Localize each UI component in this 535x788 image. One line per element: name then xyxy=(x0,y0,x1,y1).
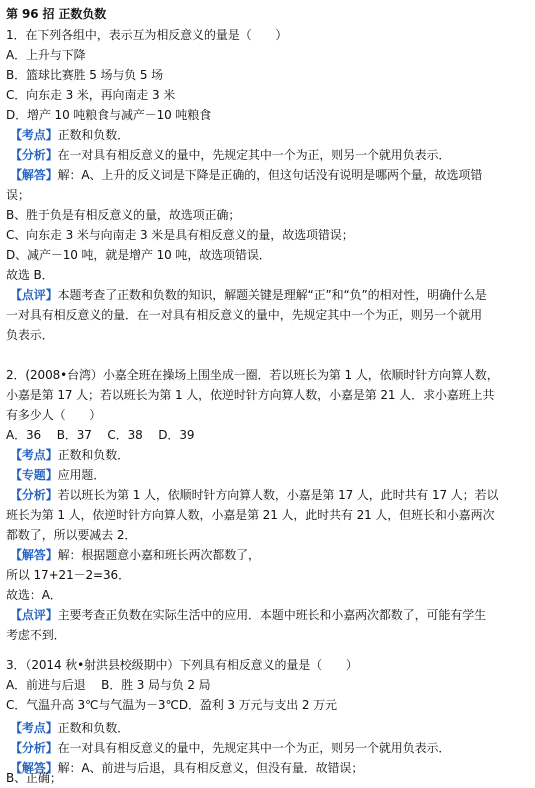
q1-dianping xyxy=(10,285,532,305)
q1-option-c: C．向东走 3 米，再向南走 3 米 xyxy=(6,88,176,102)
q2-answer: 故选：A． xyxy=(6,588,62,602)
fenxi-tag: 【分析】 xyxy=(10,741,58,755)
q3-fenxi xyxy=(10,738,532,758)
q2-dianping xyxy=(10,605,532,625)
q1-option-b: B．篮球比赛胜 5 场与负 5 场 xyxy=(6,68,164,82)
q2-fenxi-line: 都数了，所以要减去 2． xyxy=(6,528,137,542)
fenxi-tag: 【分析】 xyxy=(10,148,58,162)
q2-options: A．36 B．37 C．38 D．39 xyxy=(6,428,195,442)
q1-option-d: D．增产 10 吨粮食与减产－10 吨粮食 xyxy=(6,108,212,122)
q1-fenxi-text: 在一对具有相反意义的量中，先规定其中一个为正，则另一个就用负表示． xyxy=(57,148,451,162)
q2-kaodian xyxy=(10,445,532,465)
q1-kaodian xyxy=(10,125,532,145)
q2-fenxi xyxy=(10,485,532,505)
q2-kaodian-text: 正数和负数． xyxy=(57,448,130,462)
q3-fenxi-text: 在一对具有相反意义的量中，先规定其中一个为正，则另一个就用负表示． xyxy=(57,741,451,755)
q2-fenxi-line: 班长为第 1 人，依逆时针方向算人数，小嘉是第 21 人，此时共有 21 人，但班长和小嘉两次 xyxy=(6,508,495,522)
jieda-tag: 【解答】 xyxy=(10,548,58,562)
q1-dianping-line: 负表示． xyxy=(6,328,54,342)
q2-stem-line: 小嘉是第 17 人；若以班长为第 1 人，依逆时针方向算人数，小嘉是第 21 人．求小嘉班上共 xyxy=(6,388,495,402)
q1-fenxi xyxy=(10,145,532,165)
q1-stem: 1．在下列各组中，表示互为相反意义的量是（ ） xyxy=(6,28,288,42)
q1-jieda-line: D、减产－10 吨，就是增产 10 吨，故选项错误． xyxy=(6,248,271,262)
q2-zhuanti xyxy=(10,465,532,485)
q1-dianping-text: 本题考查了正数和负数的知识，解题关键是理解“正”和“负”的相对性，明确什么是 xyxy=(57,288,487,302)
q2-zhuanti-text: 应用题． xyxy=(57,468,106,482)
section-title: 第 96 招 正数负数 xyxy=(6,7,107,21)
jieda-tag: 【解答】 xyxy=(10,168,58,182)
jieda-tag: 【解答】 xyxy=(10,761,58,775)
kaodian-tag: 【考点】 xyxy=(10,128,58,142)
q3-options-cd: C．气温升高 3℃与气温为－3℃D．盈利 3 万元与支出 2 万元 xyxy=(6,698,337,712)
q1-jieda-line: 误； xyxy=(6,188,30,202)
q1-kaodian-text: 正数和负数． xyxy=(57,128,130,142)
zhuanti-tag: 【专题】 xyxy=(10,468,58,482)
kaodian-tag: 【考点】 xyxy=(10,721,58,735)
q2-stem-line: 2．(2008•台湾）小嘉全班在操场上围坐成一圈．若以班长为第 1 人，依顺时针方向算人数， xyxy=(6,368,499,382)
q3-jieda-line: B、正确； xyxy=(6,771,62,785)
q3-stem: 3．（2014 秋•射洪县校级期中）下列具有相反意义的量是（ ） xyxy=(6,658,358,672)
q2-dianping-line: 考虑不到． xyxy=(6,628,66,642)
q3-kaodian-text: 正数和负数． xyxy=(57,721,130,735)
q1-jieda-line: B、胜于负是有相反意义的量，故选项正确； xyxy=(6,208,241,222)
q1-answer: 故选 B． xyxy=(6,268,54,282)
q1-option-a: A．上升与下降 xyxy=(6,48,86,62)
q3-kaodian xyxy=(10,718,532,738)
q1-jieda xyxy=(10,165,532,185)
q1-jieda-line: C、向东走 3 米与向南走 3 米是具有相反意义的量，故选项错误； xyxy=(6,228,354,242)
q3-jieda-text: 解：A、前进与后退，具有相反意义，但没有量．故错误； xyxy=(57,761,364,775)
q1-dianping-line: 一对具有相反意义的量．在一对具有相反意义的量中，先规定其中一个为正，则另一个就用 xyxy=(6,308,483,322)
q2-dianping-text: 主要考查正负数在实际生活中的应用．本题中班长和小嘉两次都数了，可能有学生 xyxy=(57,608,487,622)
q2-jieda-line: 所以 17+21－2=36． xyxy=(6,568,130,582)
dianping-tag: 【点评】 xyxy=(10,288,58,302)
q2-stem-line: 有多少人（ ） xyxy=(6,408,102,422)
kaodian-tag: 【考点】 xyxy=(10,448,58,462)
dianping-tag: 【点评】 xyxy=(10,608,58,622)
q3-options-ab: A．前进与后退 B．胜 3 局与负 2 局 xyxy=(6,678,211,692)
q2-fenxi-text: 若以班长为第 1 人，依顺时针方向算人数，小嘉是第 17 人，此时共有 17 人；若以 xyxy=(57,488,499,502)
q2-jieda xyxy=(10,545,532,565)
q2-jieda-text: 解：根据题意小嘉和班长两次都数了， xyxy=(57,548,260,562)
fenxi-tag: 【分析】 xyxy=(10,488,58,502)
q1-jieda-text: 解：A、上升的反义词是下降是正确的，但这句话没有说明是哪两个量，故选项错 xyxy=(57,168,483,182)
